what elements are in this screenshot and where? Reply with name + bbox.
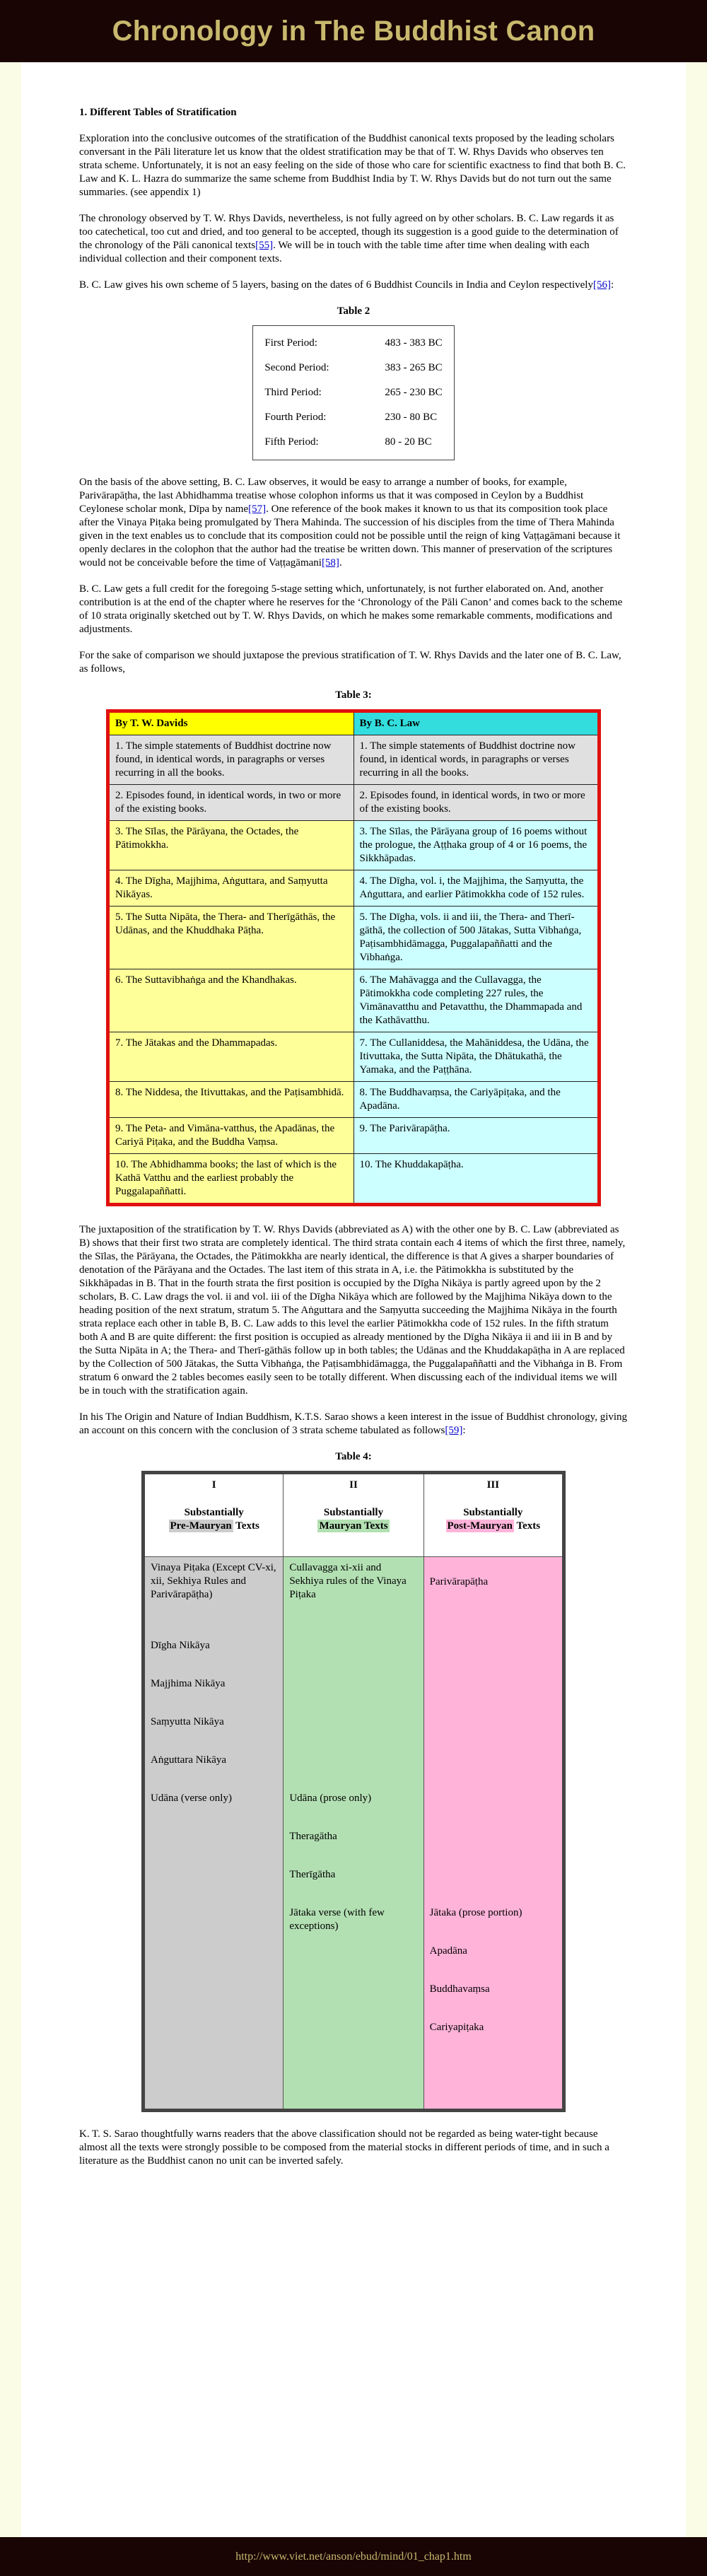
pre-mauryan-texts [144,1557,284,2111]
article [21,62,686,2537]
section-heading: 1. Different Tables of Stratification [79,107,237,118]
column-title [151,1506,277,1533]
text-item: Apadāna [429,1945,467,1957]
period-date: 483 - 383 BC [385,337,443,349]
law-cell: 6. The Mahāvagga and the Cullavagga, the Pātimokkha code completing 227 rules, the Vimānavatthu and Petavatthu, the Dhammapada and the Kathāvatthu. [354,969,600,1032]
period-date: 265 - 230 BC [385,387,443,398]
law-cell: 5. The Dīgha, vols. ii and iii, the Thera- and Therī-gāthā, the collection of 500 Jātakas, Sutta Vibhaṅga, Paṭisambhidāmagga, Puggalapaññatti and the Vibhaṅga. [354,907,600,969]
cell-content [289,1561,417,2104]
paragraph-8-tail: : [462,1425,466,1436]
table-row [108,907,600,969]
period-label: Fifth Period: [264,436,319,448]
text-item: Cariyapiṭaka [429,2022,484,2033]
footnote-link-59[interactable]: [59] [445,1425,463,1436]
text-item: Vinaya Piṭaka (Except CV-xi, xii, Sekhiya Rules and Parivārapāṭha) [151,1562,276,1600]
text-item: Saṃyutta Nikāya [151,1716,224,1727]
column-header-post-mauryan [423,1473,563,1557]
table-header-row [108,711,600,735]
column-number: I [211,1479,216,1491]
paragraph-4-text: On the basis of the above setting, B. C. Law observes, it would be easy to arrange a number of books, for example, Parivārapāṭha, the last Abhidhamma treatise whose colophon informs us that it was composed in Ceylon by a Buddhist Ceylonese scholar monk, Dīpa by name [79,477,584,515]
table-2 [252,325,454,460]
period-date: 230 - 80 BC [385,412,438,423]
table-3 [106,709,601,1206]
paragraph-6: For the sake of comparison we should juxtapose the previous stratification of T. W. Rhys Davids and the later one of B. C. Law, as follows, [79,650,621,675]
footnote-link-58[interactable]: [58] [321,557,339,569]
period-label: Third Period: [264,387,322,398]
text-item: Majjhima Nikāya [151,1678,226,1689]
text-item: Jātaka (prose portion) [429,1907,522,1918]
column-header-davids: By T. W. Davids [108,711,354,735]
post-mauryan-texts [423,1557,563,2111]
footnote-link-55[interactable]: [55] [255,240,274,251]
table-row [108,1154,600,1205]
paragraph-3-text: B. C. Law gives his own scheme of 5 layers, basing on the dates of 6 Buddhist Councils in India and Ceylon respectively [79,279,593,291]
column-title-prefix: Substantially [463,1507,523,1518]
table-4 [141,1471,566,2112]
column-header-mauryan [284,1473,423,1557]
column-title-suffix: Texts [233,1520,259,1532]
table-row [108,1032,600,1082]
page-margin [0,62,707,2537]
paragraph-8-text: In his The Origin and Nature of Indian Buddhism, K.T.S. Sarao shows a keen interest in the issue of Buddhist chronology, giving an account on this concern with the conclusion of 3 strata scheme tabulated as follows [79,1411,628,1436]
davids-cell: 6. The Suttavibhaṅga and the Khandhakas. [108,969,354,1032]
footnote-link-56[interactable]: [56] [592,279,611,291]
mauryan-texts [284,1557,423,2111]
table-row [108,1118,600,1154]
paragraph-5: B. C. Law gets a full credit for the foregoing 5-stage setting which, unfortunately, is not further elaborated on. And, another contribution is at the end of the chapter where he reserves for the ‘Chronology of the Pāli Canon’ and comes back to the scheme of 10 strata originally sketched out by T. W. Rhys Davids, on which he makes some remarkable comments, modifications and adjustments. [79,583,623,635]
davids-cell: 8. The Niddesa, the Itivuttakas, and the Paṭisambhidā. [108,1082,354,1118]
paragraph-9: K. T. S. Sarao thoughtfully warns readers that the above classification should not be regarded as being water-tight because almost all the texts were strongly possible to be composed from the material stocks in different periods of time, and in such a literature as the Buddhist canon no unit can be inverted safely. [79,2128,609,2167]
table-row [262,332,445,355]
text-item: Aṅguttara Nikāya [151,1754,227,1766]
column-title [430,1506,556,1533]
law-cell: 10. The Khuddakapāṭha. [354,1154,600,1205]
footnote-link-57[interactable]: [57] [248,503,267,515]
table-row [108,735,600,785]
davids-cell: 5. The Sutta Nipāta, the Thera- and Therīgāthās, the Udānas, and the Khuddhaka Pāṭha. [108,907,354,969]
column-title-suffix: Texts [514,1520,541,1532]
davids-cell: 2. Episodes found, in identical words, in two or more of the existing books. [108,785,354,821]
column-title-prefix: Substantially [323,1507,384,1518]
column-title-prefix: Substantially [184,1507,244,1518]
paragraph-3 [79,279,628,292]
paragraph-8 [79,1411,628,1438]
table-body-row [144,1557,564,2111]
paragraph-4-tail: . [339,557,342,569]
column-header-law: By B. C. Law [354,711,600,735]
davids-cell: 3. The Sīlas, the Pārāyana, the Octades, the Pātimokkha. [108,821,354,870]
davids-cell: 1. The simple statements of Buddhist doctrine now found, in identical words, in paragraphs or verses recurring in all the books. [108,735,354,785]
law-cell: 4. The Dīgha, vol. i, the Majjhima, the Saṃyutta, the Aṅguttara, and earlier Pātimokkha code of 152 rules. [354,870,600,907]
text-item: Jātaka verse (with few exceptions) [289,1907,385,1932]
period-label: First Period: [264,337,317,349]
column-title [289,1506,417,1533]
paragraph-2 [79,212,628,266]
table-row [108,785,600,821]
text-item: Dīgha Nikāya [151,1640,210,1651]
period-date: 383 - 265 BC [385,362,443,373]
text-item: Cullavagga xi-xii and Sekhiya rules of the Vinaya Piṭaka [289,1562,407,1600]
table-2-caption: Table 2 [337,305,370,317]
table-row [108,821,600,870]
text-item: Therīgātha [289,1869,336,1880]
text-item: Parivārapāṭha [429,1576,489,1587]
davids-cell: 9. The Peta- and Vimāna-vatthus, the Apadānas, the Cariyā Piṭaka, and the Buddha Vaṃsa. [108,1118,354,1154]
paragraph-1: Exploration into the conclusive outcomes of the stratification of the Buddhist canonical texts proposed by the leading scholars conversant in the Pāli literature let us know that the oldest stratification may be that of T. W. Rhys Davids who observes ten strata scheme. Unfortunately, it is not an easy feeling on the side of those who care for scientific exactness to find that both B. C. Law and K. L. Hazra do summarize the same scheme from Buddhist India by T. W. Rhys Davids but do not turn out the same summaries. (see appendix 1) [79,133,626,198]
cell-content [151,1561,277,2104]
source-url: http://www.viet.net/anson/ebud/mind/01_chap1.htm [235,2550,472,2563]
period-date: 80 - 20 BC [385,436,432,448]
text-item: Buddhavaṃsa [429,1983,490,1995]
mauryan-badge: Mauryan Texts [319,1520,388,1532]
table-row [108,1082,600,1118]
text-item: Theragātha [289,1831,337,1842]
table-row [262,381,445,404]
paragraph-4-mid: . One reference of the book makes it known to us that its composition took place after the Vinaya Piṭaka being promulgated by Thera Mahinda. The succession of his disciples from the time of Thera Mahinda given in the text enables us to conclude that its composition could not be possible until the reign of king Vaṭṭagāmani because it openly declares in the colophon that the author had the treatise be written down. This manner of preservation of the scriptures would not be conceivable before the time of Vaṭṭagāmani [79,503,621,569]
table-row [108,969,600,1032]
table-row [262,406,445,429]
table-header-row [144,1473,564,1557]
pre-mauryan-badge: Pre-Mauryan [170,1520,232,1532]
table-row [262,431,445,454]
law-cell: 9. The Parivārapāṭha. [354,1118,600,1154]
law-cell: 1. The simple statements of Buddhist doctrine now found, in identical words, in paragraphs or verses recurring in all the books. [354,735,600,785]
davids-cell: 4. The Dīgha, Majjhima, Aṅguttara, and Saṃyutta Nikāyas. [108,870,354,907]
period-label: Fourth Period: [264,412,327,423]
davids-cell: 10. The Abhidhamma books; the last of which is the Kathā Vatthu and the earliest probably the Puggalapaññatti. [108,1154,354,1205]
column-number: II [349,1479,358,1491]
law-cell: 8. The Buddhavaṃsa, the Cariyāpiṭaka, and the Apadāna. [354,1082,600,1118]
cell-content [430,1561,556,2104]
paragraph-2-tail: . We will be in touch with the table time after time when dealing with each individual collection and their component texts. [79,240,590,264]
page-header [0,0,707,62]
davids-cell: 7. The Jātakas and the Dhammapadas. [108,1032,354,1082]
period-label: Second Period: [264,362,329,373]
text-item: Udāna (prose only) [289,1793,372,1804]
table-3-caption: Table 3: [335,689,372,701]
table-row [108,870,600,907]
table-row [262,356,445,380]
table-4-caption: Table 4: [335,1451,372,1462]
text-item: Udāna (verse only) [151,1793,232,1804]
column-number: III [486,1479,500,1491]
page-title: Chronology in The Buddhist Canon [112,15,595,47]
law-cell: 7. The Cullaniddesa, the Mahāniddesa, the Udāna, the Itivuttaka, the Sutta Nipāta, the Dhātukathā, the Yamaka, and the Paṭṭhāna. [354,1032,600,1082]
law-cell: 2. Episodes found, in identical words, in two or more of the existing books. [354,785,600,821]
page-footer [0,2537,707,2576]
paragraph-7: The juxtaposition of the stratification by T. W. Rhys Davids (abbreviated as A) with the other one by B. C. Law (abbreviated as B) shows that their first two strata are completely identical. The third strata contain each 4 items of which the first three, namely, the Sīlas, the Pārāyana, the Octades, the Pātimokkha are nearly identical, the difference is that A gives a sharper boundaries of denotation of the Pārāyana and the Octades. The last item of this strata in A, i.e. the Pātimokkha is substituted by the Sikkhāpadas in B. That in the fourth strata the first position is occupied by the Dīgha Nikāya is partly agreed upon by the 2 scholars, B. C. Law drags the vol. ii and vol. iii of the Dīgha Nikāya which are followed by the Majjhima Nikāya down to the heading position of the next stratum, stratum 5. The Aṅguttara and the Saṃyutta succeeding the Majjhima Nikāya in the fourth strata replace each other in table B, B. C. Law adds to this level the earlier Pātimokkha code of 152 rules. In the fifth stratum both A and B are quite different: the first position is occupied as already mentioned by the Dīgha Nikāya ii and iii in B and by the Sutta Nipāta in A; the Thera- and Therī-gāthās follow up in both tables; the Udānas and the Khuddakapāṭha in A are replaced by the Collection of 500 Jātakas, the Sutta Vibhaṅga, the Paṭisambhidāmagga, the Puggalapaññatti and the Vibhaṅga in B. From stratum 6 onward the 2 tables becomes easily seen to be totally different. When discussing each of the individual items we will be in touch with the stratification again. [79,1224,626,1397]
post-mauryan-badge: Post-Mauryan [447,1520,513,1532]
paragraph-3-tail: : [610,279,614,291]
law-cell: 3. The Sīlas, the Pārāyana group of 16 poems without the prologue, the Aṭṭhaka group of 4 or 16 poems, the Sikkhāpadas. [354,821,600,870]
column-header-pre-mauryan [144,1473,284,1557]
paragraph-4 [79,476,628,570]
paragraph-2-text: The chronology observed by T. W. Rhys Davids, nevertheless, is not fully agreed on by other scholars. B. C. Law regards it as too catechetical, too cut and dried, and too general to be accepted, though its suggestion is a good guide to the determination of the chronology of the Pāli canonical texts [79,213,619,251]
